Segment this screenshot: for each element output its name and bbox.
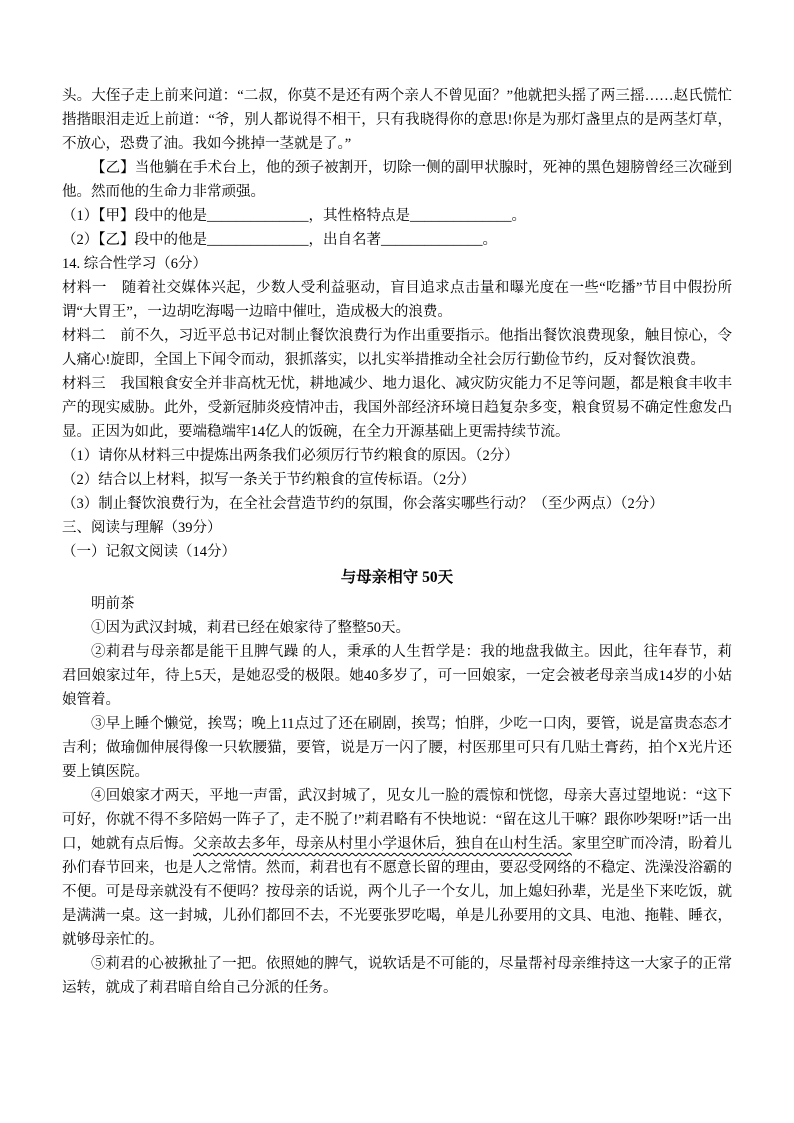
material-2-paragraph: 材料二 前不久，习近平总书记对制止餐饮浪费行为作出重要指示。他指出餐饮浪费现象，触目惊心，令人痛心!旋即，全国上下闻令而动，狠抓落实，以扎实举措推动全社会厉行勤俭节约，反对餐饮浪费。	[62, 328, 732, 368]
material-1-paragraph: 材料一 随着社交媒体兴起，少数人受利益驱动，盲目追求点击量和曝光度在一些“吃播”节目中假扮所谓“大胃王”，一边胡吃海喝一边暗中催吐，造成极大的浪费。	[62, 280, 732, 320]
continuation-paragraph: 头。大侄子走上前来问道：“二叔，你莫不是还有两个亲人不曾见面？”他就把头摇了两三摇……赵氏慌忙揩揩眼泪走近上前道：“爷，别人都说得不相干，只有我晓得你的意思!你是为那灯盏里点的是两茎灯草，不放心，恐费了油。我如今挑掉一茎就是了。”	[62, 88, 732, 152]
section-14-heading: 14. 综合性学习（6分）	[62, 256, 207, 272]
material-3-paragraph: 材料三 我国粮食安全并非高枕无忧，耕地减少、地力退化、减灾防灾能力不足等问题，都是粮食丰收丰产的现实威胁。此外，受新冠肺炎疫情冲击，我国外部经济环境日趋复杂多变，粮食贸易不确定性愈发凸显。正因为如此，要端稳端牢14亿人的饭碗，在全力开源基础上更需持续节流。	[62, 376, 732, 440]
section-3-heading: 三、阅读与理解（39分）	[62, 520, 222, 536]
question-14-1: （1）请你从材料三中提炼出两条我们必须厉行节约粮食的原因。（2分）	[62, 448, 519, 464]
question-14-2: （2）结合以上材料，拟写一条关于节约粮食的宣传标语。（2分）	[62, 472, 476, 488]
essay-paragraph-2: ②莉君与母亲都是能干且脾气躁 的人，秉承的人生哲学是：我的地盘我做主。因此，往年春节，莉君回娘家过年，待上5天，是她忍受的极限。她40多岁了，可一回娘家，一定会被老母亲当成14岁的小姑娘管着。	[62, 644, 732, 708]
question-13-1: （1）【甲】段中的他是______________，其性格特点是______________。	[62, 208, 526, 224]
paragraph-4-pre-text: ④回娘家才两天，平地一声雷，武汉封城了，见女儿一脸的震惊和恍惚，母亲大喜过望地说：“这下可好，你就不得不多陪妈一阵子了，走不脱了!”莉君略有不快地说：“留在这儿干嘛？跟你吵架呀!”话一出口，她就有点后悔。	[62, 788, 732, 852]
essay-paragraph-4	[62, 784, 732, 952]
paragraph-4-post-text: 家里空旷而冷清，盼着儿孙们春节回来，也是人之常情。然而，莉君也有不愿意长留的理由，要忍受网络的不稳定、洗澡没浴霸的不便。可是母亲就没有不便吗？按母亲的话说，两个儿子一个女儿，加上媳妇孙辈，光是坐下来吃饭，就是满满一桌。这一封城，儿孙们都回不去，不光要张罗吃喝，单是儿孙要用的文具、电池、拖鞋、睡衣，就够母亲忙的。	[62, 836, 733, 948]
essay-paragraph-1: ①因为武汉封城，莉君已经在娘家待了整整50天。	[91, 620, 410, 636]
essay-paragraph-3: ③早上睡个懒觉，挨骂；晚上11点过了还在刷剧，挨骂；怕胖，少吃一口肉，要管，说是富贵态态才吉利；做瑜伽伸展得像一只软腰猫，要管，说是万一闪了腰，村医那里可只有几贴土膏药，拍个X光片还要上镇医院。	[62, 716, 732, 780]
question-13-2: （2）【乙】段中的他是______________，出自名著______________。	[62, 232, 497, 248]
question-14-3: （3）制止餐饮浪费行为，在全社会营造节约的氛围，你会落实哪些行动？（至少两点）（2分）	[62, 496, 664, 512]
wavy-underlined-text: 父亲故去多年，母亲从村里小学退休后，独自在山村生活。	[193, 836, 572, 852]
essay-paragraph-5: ⑤莉君的心被揪扯了一把。依照她的脾气，说软话是不可能的，尽量帮衬母亲维持这一大家子的正常运转，就成了莉君暗自给自己分派的任务。	[62, 956, 732, 996]
essay-author: 明前茶	[91, 596, 135, 612]
essay-title: 与母亲相守 50天	[340, 569, 454, 586]
section-3-1-heading: （一）记叙文阅读（14分）	[62, 544, 236, 560]
passage-yi-paragraph: 【乙】当他躺在手术台上，他的颈子被割开，切除一侧的副甲状腺时，死神的黑色翅膀曾经三次碰到他。然而他的生命力非常顽强。	[62, 160, 732, 200]
